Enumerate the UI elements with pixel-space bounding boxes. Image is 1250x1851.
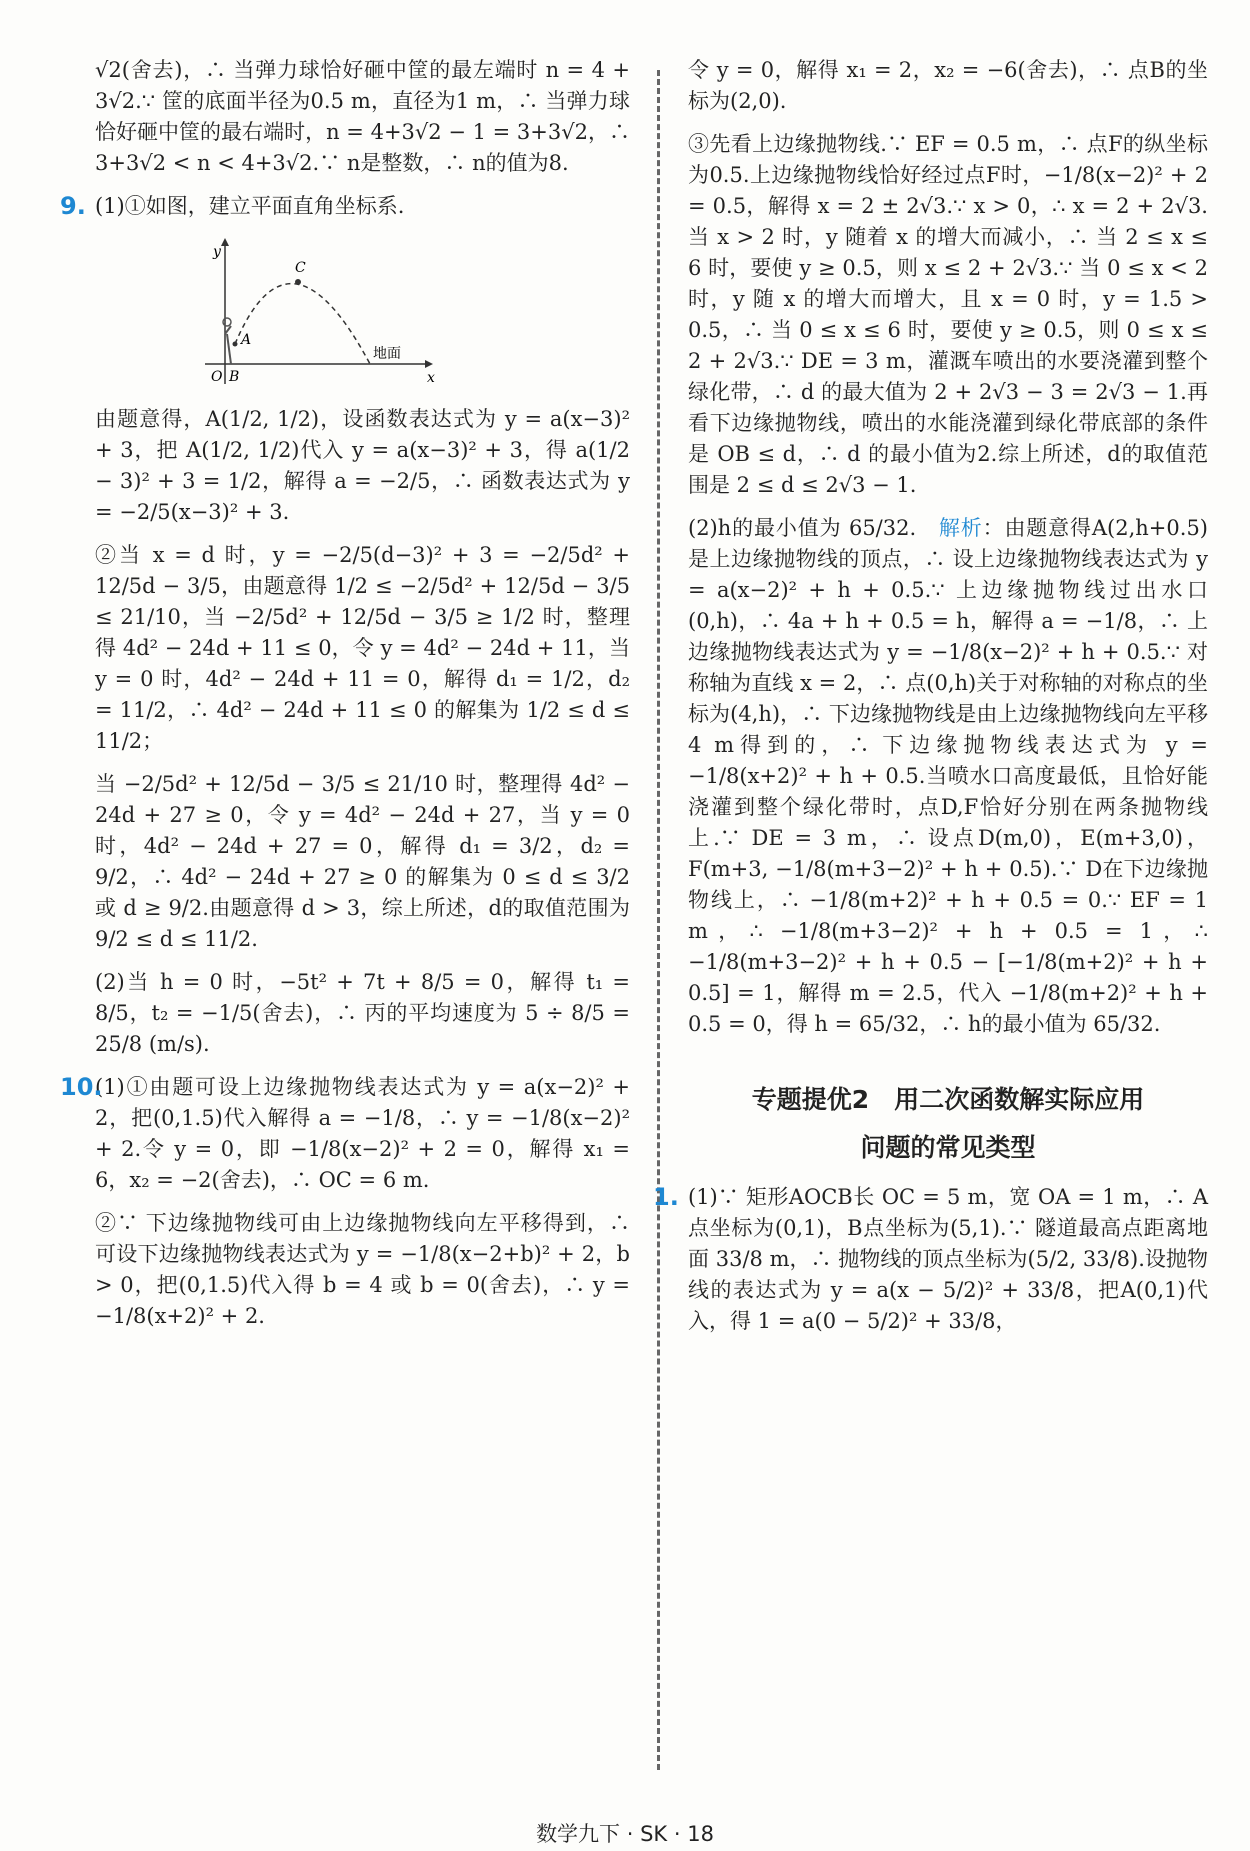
q9-part5: (2)当 h = 0 时，−5t² + 7t + 8/5 = 0，解得 t₁ = 8/5，t₂ = −1/5(舍去)，∴ 丙的平均速度为 5 ÷ 8/5 = 25/8 (m/s). <box>95 970 630 1056</box>
q10-continuation: 令 y = 0，解得 x₁ = 2，x₂ = −6(舍去)，∴ 点B的坐标为(2,0). <box>688 58 1208 113</box>
q10-analysis: ：由题意得A(2,h+0.5)是上边缘抛物线的顶点，∴ 设上边缘抛物线表达式为 y = a(x−2)² + h + 0.5.∵ 上边缘抛物线过出水口(0,h)，∴ 4a + h + 0.5 = h，解得 a = −1/8，∴ 上边缘抛物线表达式为 y = −1/8(x−2)² + h + 0.5.∵ 对称轴为直线 x = 2，∴ 点(0,h)关于对称轴的对称点的坐标为(4,h)，∴ 下边缘抛物线是由上边缘抛物线向左平移4 m得到的，∴ 下边缘抛物线表达式为 y = −1/8(x+2)² + h + 0.5.当喷水口高度最低，且恰好能浇灌到整个绿化带时，点D,F恰好分别在两条抛物线上.∵ DE = 3 m，∴ 设点D(m,0)，E(m+3,0)，F(m+3, −1/8(m+3−2)² + h + 0.5).∵ D在下边缘抛物线上，∴ −1/8(m+2)² + h + 0.5 = 0.∵ EF = 1 m，∴ −1/8(m+3−2)² + h + 0.5 = 1，∴ −1/8(m+3−2)² + h + 0.5 − [−1/8(m+2)² + h + 0.5] = 1，解得 m = 2.5，代入 −1/8(m+2)² + h + 0.5 = 0，得 h = 65/32，∴ h的最小值为 65/32. <box>688 516 1208 1036</box>
q9-part4: 当 −2/5d² + 12/5d − 3/5 ≤ 21/10 时，整理得 4d² − 24d + 27 ≥ 0，令 y = 4d² − 24d + 27，当 y = 0 时，4d² − 24d + 27 = 0，解得 d₁ = 3/2，d₂ = 9/2，∴ 4d² − 24d + 27 ≥ 0 的解集为 0 ≤ d ≤ 3/2 或 d ≥ 9/2.由题意得 d > 3，综上所述，d的取值范围为 9/2 ≤ d ≤ 11/2. <box>95 772 630 951</box>
q9-part3: ②当 x = d 时，y = −2/5(d−3)² + 3 = −2/5d² + 12/5d − 3/5，由题意得 1/2 ≤ −2/5d² + 12/5d − 3/5 ≤ 21/10，当 −2/5d² + 12/5d − 3/5 ≥ 1/2 时，整理得 4d² − 24d + 11 ≤ 0，令 y = 4d² − 24d + 11，当 y = 0 时，4d² − 24d + 11 = 0，解得 d₁ = 1/2，d₂ = 11/2，∴ 4d² − 24d + 11 ≤ 0 的解集为 1/2 ≤ d ≤ 11/2； <box>95 543 630 753</box>
question-number: 1. <box>653 1183 679 1211</box>
q9-part1: (1)①如图，建立平面直角坐标系. <box>95 194 405 218</box>
section-title-line2: 问题的常见类型 <box>860 1133 1036 1162</box>
analysis-label: 解析 <box>938 516 983 540</box>
q10-part2: ②∵ 下边缘抛物线可由上边缘抛物线向左平移得到，∴ 可设下边缘抛物线表达式为 y = −1/8(x−2+b)² + 2，b > 0，把(0,1.5)代入得 b = 4 或 b = 0(舍去)，∴ y = −1/8(x+2)² + 2. <box>95 1211 630 1328</box>
point-a-label: A <box>241 332 252 348</box>
q10-part4 <box>688 513 1208 1040</box>
point-b-label: B <box>229 369 240 385</box>
section-title <box>688 1076 1208 1172</box>
point-c-label: C <box>295 260 306 276</box>
question-number: 10. <box>60 1073 103 1101</box>
column-divider <box>657 70 660 1770</box>
section-q1-part1: (1)∵ 矩形AOCB长 OC = 5 m，宽 OA = 1 m，∴ A点坐标为(0,1)，B点坐标为(5,1).∵ 隧道最高点距离地面 33/8 m，∴ 抛物线的顶点坐标为(5/2, 33/8).设抛物线的表达式为 y = a(x − 5/2)² + 33/8，把A(0,1)代入，得 1 = a(0 − 5/2)² + 33/8， <box>688 1185 1208 1333</box>
q10-part3: ③先看上边缘抛物线.∵ EF = 0.5 m，∴ 点F的纵坐标为0.5.上边缘抛物线恰好经过点F时，−1/8(x−2)² + 2 = 0.5，解得 x = 2 ± 2√3.∵ x > 0，∴ x = 2 + 2√3.当 x > 2 时，y 随着 x 的增大而减小，∴ 当 2 ≤ x ≤ 6 时，要使 y ≥ 0.5，则 x ≤ 2 + 2√3.∵ 当 0 ≤ x < 2 时，y 随 x 的增大而增大，且 x = 0 时，y = 1.5 > 0.5，∴ 当 0 ≤ x ≤ 6 时，要使 y ≥ 0.5，则 0 ≤ x ≤ 2 + 2√3.∵ DE = 3 m，灌溉车喷出的水要浇灌到整个绿化带，∴ d 的最大值为 2 + 2√3 − 3 = 2√3 − 1.再看下边缘抛物线，喷出的水能浇灌到绿化带底部的条件是 OB ≤ d，∴ d 的最小值为2.综上所述，d的取值范围是 2 ≤ d ≤ 2√3 − 1. <box>688 132 1208 497</box>
origin-label: O <box>211 369 223 385</box>
trajectory-figure <box>195 234 435 394</box>
question-9 <box>60 191 630 1060</box>
section-title-line1: 专题提优2 用二次函数解实际应用 <box>751 1085 1145 1114</box>
q10-part1: (1)①由题可设上边缘抛物线表达式为 y = a(x−2)² + 2，把(0,1.5)代入解得 a = −1/8，∴ y = −1/8(x−2)² + 2.令 y = 0，即 −1/8(x−2)² + 2 = 0，解得 x₁ = 6，x₂ = −2(舍去)，∴ OC = 6 m. <box>95 1075 630 1192</box>
left-column <box>60 55 630 1344</box>
question-10 <box>60 1072 630 1332</box>
x-axis-label: x <box>427 370 435 386</box>
page-footer: 数学九下 · SK · 18 <box>536 1822 714 1846</box>
right-column <box>653 55 1208 1349</box>
q8-continuation: √2(舍去)，∴ 当弹力球恰好砸中筐的最左端时 n = 4 + 3√2.∵ 筐的底面半径为0.5 m，直径为1 m，∴ 当弹力球恰好砸中筐的最右端时，n = 4+3√2 − 1 = 3+3√2，∴ 3+3√2 < n < 4+3√2.∵ n是整数，∴ n的值为8. <box>95 58 630 175</box>
ground-label: 地面 <box>373 346 401 362</box>
q10-answer: (2)h的最小值为 65/32. <box>688 516 917 540</box>
q9-part2: 由题意得，A(1/2, 1/2)，设函数表达式为 y = a(x−3)² + 3，把 A(1/2, 1/2)代入 y = a(x−3)² + 3，得 a(1/2 − 3)² + 3 = 1/2，解得 a = −2/5，∴ 函数表达式为 y = −2/5(x−3)² + 3. <box>95 407 630 524</box>
y-axis-label: y <box>213 244 221 260</box>
question-number: 9. <box>60 192 86 220</box>
section-question-1 <box>653 1182 1208 1337</box>
